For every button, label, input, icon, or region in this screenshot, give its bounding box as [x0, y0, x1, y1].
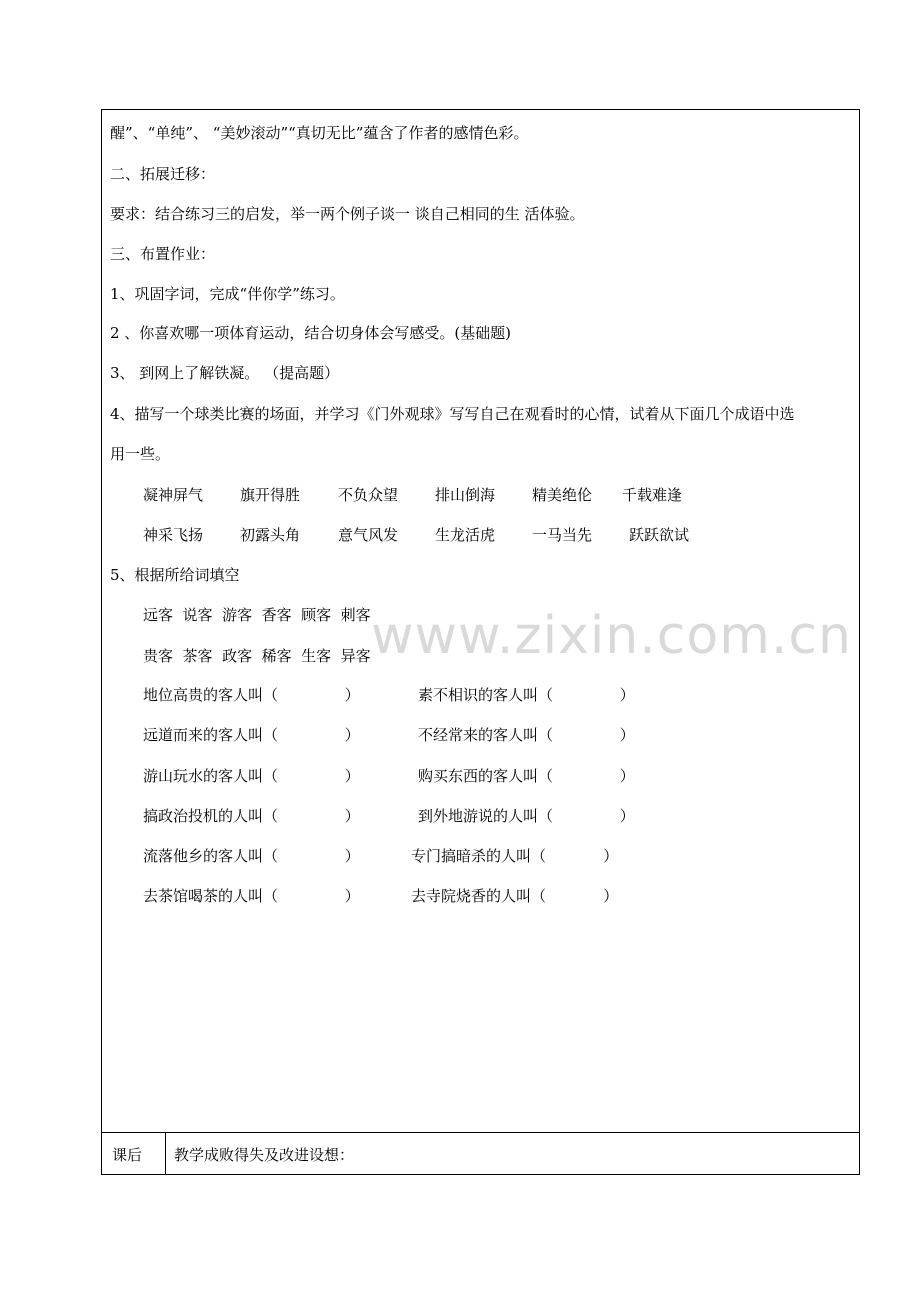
idiom: 不负众望 [338, 486, 399, 504]
fill-blank-left: 流落他乡的客人叫（ ） [143, 847, 360, 865]
fill-blank-left: 远道而来的客人叫（ ） [143, 726, 360, 744]
word-bank-row-2: 贵客 茶客 政客 稀客 生客 异客 [143, 647, 371, 665]
idiom: 排山倒海 [435, 486, 496, 504]
fill-blank-right: 不经常来的客人叫（ ） [418, 726, 635, 744]
homework-item-2: 2 、你喜欢哪一项体育运动，结合切身体会写感受。(基础题) [110, 324, 512, 342]
idiom: 精美绝伦 [532, 486, 593, 504]
line-tone-words: 醒”、“单纯”、 “美妙滚动”“真切无比”蕴含了作者的感情色彩。 [110, 124, 529, 142]
fill-blank-right: 到外地游说的人叫（ ） [418, 807, 635, 825]
homework-item-4: 4、描写一个球类比赛的场面，并学习《门外观球》写写自己在观看时的心情，试着从下面几个成语中选 [110, 405, 795, 423]
fill-blank-left: 去茶馆喝茶的人叫（ ） [143, 887, 360, 905]
idiom: 意气风发 [338, 526, 399, 544]
homework-item-1: 1、巩固字词，完成“伴你学”练习。 [110, 285, 345, 303]
line-requirement: 要求：结合练习三的启发，举一两个例子谈一 谈自己相同的生 活体验。 [110, 205, 585, 223]
heading-extension: 二、拓展迁移： [110, 165, 216, 183]
idiom: 千载难逢 [622, 486, 683, 504]
fill-blank-right: 购买东西的客人叫（ ） [418, 767, 635, 785]
heading-homework: 三、布置作业： [110, 245, 216, 263]
homework-item-3: 3、 到网上了解铁凝。 （提高题） [110, 364, 340, 382]
idiom: 生龙活虎 [435, 526, 496, 544]
reflection-label: 课后 [102, 1133, 166, 1174]
homework-item-5: 5、根据所给词填空 [110, 566, 240, 584]
word-bank-row-1: 远客 说客 游客 香客 顾客 刺客 [143, 606, 371, 624]
idiom: 一马当先 [532, 526, 593, 544]
homework-item-4-cont: 用一些。 [110, 445, 171, 463]
fill-blank-right: 专门搞暗杀的人叫（ ） [411, 847, 619, 865]
reflection-row [102, 1132, 859, 1174]
reflection-prompt: 教学成败得失及改进设想： [174, 1146, 355, 1164]
idiom: 初露头角 [240, 526, 301, 544]
watermark: www.zixin.com.cn [371, 606, 852, 666]
fill-blank-left: 搞政治投机的人叫（ ） [143, 807, 360, 825]
fill-blank-left: 游山玩水的客人叫（ ） [143, 767, 360, 785]
idiom: 跃跃欲试 [629, 526, 690, 544]
fill-blank-right: 素不相识的客人叫（ ） [418, 686, 635, 704]
idiom: 神采飞扬 [143, 526, 204, 544]
fill-blank-left: 地位高贵的客人叫（ ） [143, 686, 360, 704]
fill-blank-right: 去寺院烧香的人叫（ ） [411, 887, 619, 905]
idiom: 凝神屏气 [143, 486, 204, 504]
idiom: 旗开得胜 [240, 486, 301, 504]
